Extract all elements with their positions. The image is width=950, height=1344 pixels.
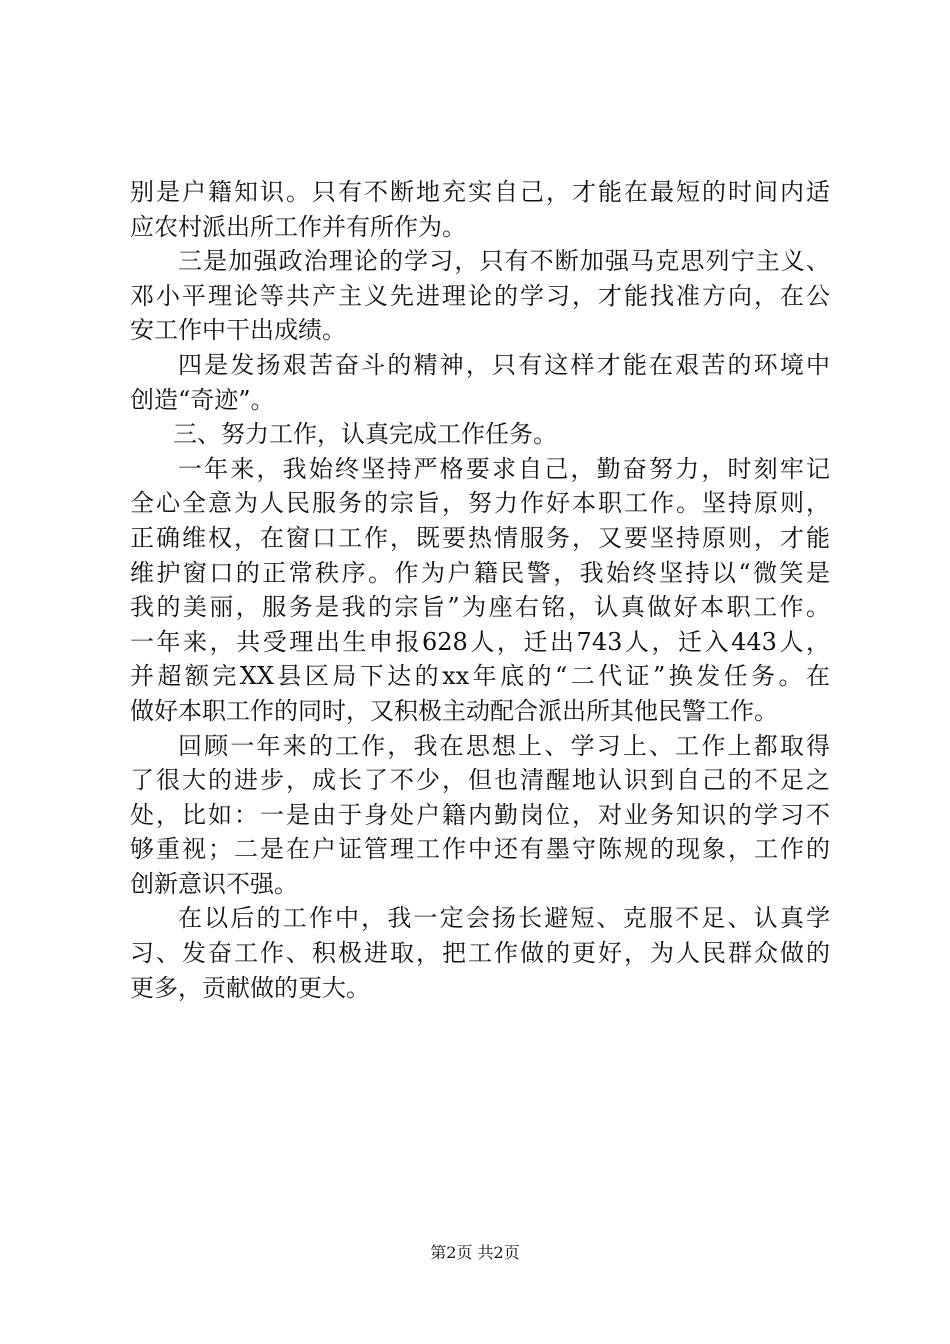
section-heading: 三、努力工作，认真完成工作任务。: [173, 420, 557, 449]
page-number-label: 第2页 共2页: [430, 1243, 520, 1262]
document-body: [130, 175, 830, 1005]
text-line: 一年来，共受理出生申报628人，迁出743人，迁入443人，: [130, 627, 830, 656]
text-line: 一年来，我始终坚持严格要求自己，勤奋努力，时刻牢记: [178, 454, 830, 483]
text-line: 我的美丽，服务是我的宗旨”为座右铭，认真做好本职工作。: [130, 593, 830, 622]
text-line: 回顾一年来的工作，我在思想上、学习上、工作上都取得: [178, 731, 830, 760]
text-line: 做好本职工作的同时，又积极主动配合派出所其他民警工作。: [130, 696, 778, 725]
text-line: 处，比如：一是由于身处户籍内勤岗位，对业务知识的学习不: [130, 800, 830, 829]
text-line: 维护窗口的正常秩序。作为户籍民警，我始终坚持以“微笑是: [130, 558, 830, 587]
text-line: 了很大的进步，成长了不少，但也清醒地认识到自己的不足之: [130, 766, 830, 795]
text-line: 邓小平理论等共产主义先进理论的学习，才能找准方向，在公: [130, 281, 830, 310]
text-line: 更多，贡献做的更大。: [130, 973, 370, 1002]
text-line: 在以后的工作中，我一定会扬长避短、克服不足、认真学: [178, 904, 830, 933]
text-line: 创造“奇迹”。: [130, 385, 275, 414]
text-line: 够重视；二是在户证管理工作中还有墨守陈规的现象，工作的: [130, 835, 830, 864]
text-line: 别是户籍知识。只有不断地充实自己，才能在最短的时间内适: [130, 178, 830, 206]
text-line: 三是加强政治理论的学习，只有不断加强马克思列宁主义、: [178, 247, 830, 276]
text-line: 全心全意为人民服务的宗旨，努力作好本职工作。坚持原则，: [130, 489, 830, 518]
text-line: 正确维权，在窗口工作，既要热情服务，又要坚持原则，才能: [130, 523, 830, 552]
text-line: 创新意识不强。: [130, 869, 298, 898]
text-line: 应农村派出所工作并有所作为。: [130, 212, 466, 241]
page-footer: [0, 1243, 950, 1263]
text-line: 四是发扬艰苦奋斗的精神，只有这样才能在艰苦的环境中: [178, 350, 830, 379]
text-line: 并超额完XX县区局下达的xx年底的“二代证”换发任务。在: [130, 662, 830, 691]
text-line: 习、发奋工作、积极进取，把工作做的更好，为人民群众做的: [130, 939, 830, 968]
text-line: 安工作中干出成绩。: [130, 316, 346, 345]
